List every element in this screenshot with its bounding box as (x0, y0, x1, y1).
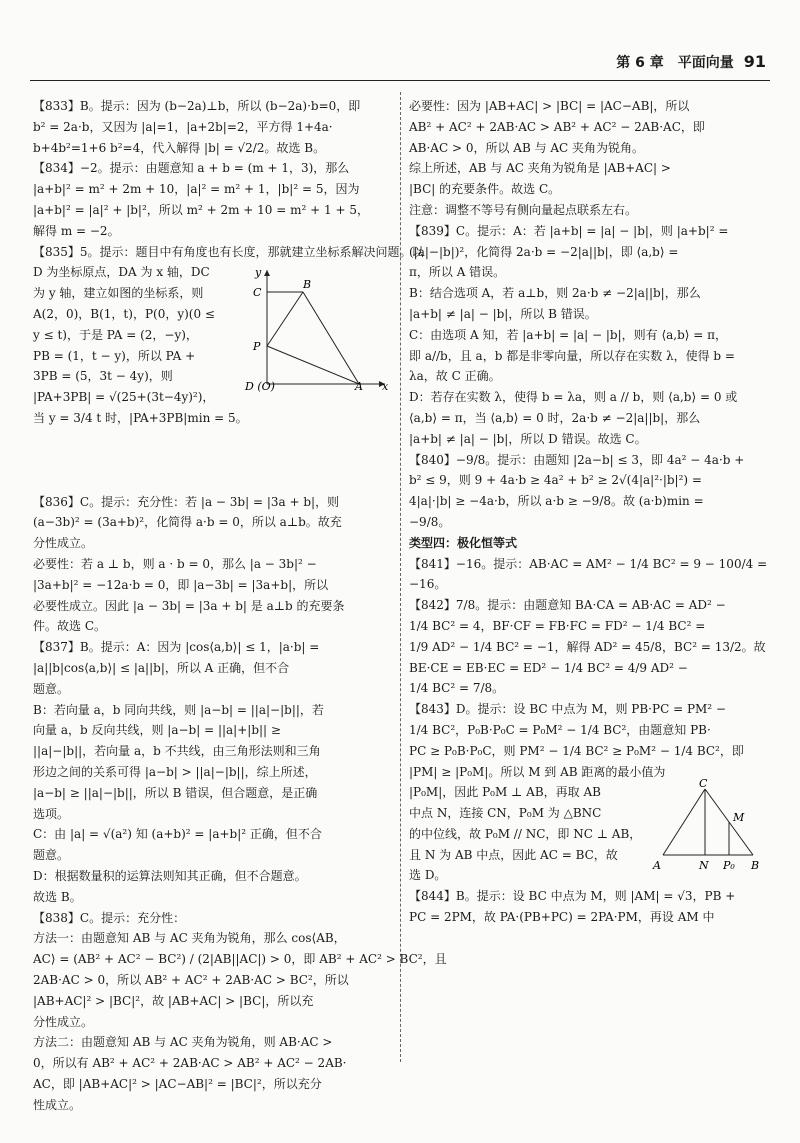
text-line: BE·CE = EB·EC = ED² − 1/4 BC² = 4/9 AD² − (409, 660, 688, 675)
text-line: 【843】D。提示：设 BC 中点为 M，则 PB·PC = PM² − (409, 702, 726, 717)
text-line: |a+b|² = m² + 2m + 10，|a|² = m² + 1，|b|² = 5，因为 (33, 182, 360, 197)
text-line: 3PB = (5，3t − 4y)，则 (33, 369, 173, 384)
problem-838-continued (409, 96, 767, 221)
triangle-figure-svg (653, 777, 765, 873)
text-line: 【840】−9/8。提示：由题知 |2a−b| ≤ 3，即 4a² − 4a·b + (409, 452, 745, 467)
text-line: 注意：调整不等号有侧向量起点联系左右。 (409, 202, 638, 217)
text-line: −9/8。 (409, 514, 451, 529)
label-p: P (253, 339, 261, 353)
text-line: 【841】−16。提示：AB·AC = AM² − 1/4 BC² = 9 − 100/4 = (409, 556, 768, 571)
problem-837 (33, 637, 391, 907)
problem-839 (409, 221, 767, 450)
text-line: D：根据数量积的运算法则知其正确，但不合题意。 (33, 868, 307, 883)
segment-ba (303, 292, 359, 384)
text-line: π，所以 A 错误。 (409, 265, 506, 280)
text-line: C：由 |a| = √(a²) 知 (a+b)² = |a+b|² 正确，但不合 (33, 827, 322, 842)
text-line: 综上所述，AB 与 AC 夹角为锐角是 |AB+AC| > (409, 161, 671, 176)
text-line: D：若存在实数 λ，使得 b = λa，则 a // b，则 ⟨a,b⟩ = 0 或 (409, 390, 738, 405)
text-line: 且 N 为 AB 中点，因此 AC = BC，故 (409, 847, 618, 862)
text-line: 【835】5。提示：题目中有角度也有长度，那就建立坐标系解决问题。以 (33, 244, 424, 259)
label-n: N (699, 859, 709, 873)
text-line: b+4b²=1+6 b²=4，代入解得 |b| = √2/2。故选 B。 (33, 140, 326, 155)
text-line: 4|a|·|b| ≥ −4a·b，所以 a·b ≥ −9/8。故 (a·b)min = (409, 494, 704, 509)
text-line: y ≤ t)，于是 PA = (2，−y)， (33, 327, 198, 342)
problem-841 (409, 554, 767, 596)
right-column (409, 96, 767, 928)
text-line: |BC| 的充要条件。故选 C。 (409, 182, 561, 197)
text-line: 1/4 BC² = 7/8。 (409, 681, 505, 696)
text-line: A(2，0)，B(1，t)，P(0，y)(0 ≤ (33, 306, 215, 321)
text-line: 件。故选 C。 (33, 619, 106, 634)
problem-840 (409, 450, 767, 533)
text-line: 方法二：由题意知 AB 与 AC 夹角为锐角，则 AB·AC > (33, 1035, 333, 1050)
label-b: B (751, 859, 760, 873)
text-line: |3a+b|² = −12a·b = 0，即 |a−3b| = |3a+b|，所以 (33, 577, 329, 592)
text-line: (a−3b)² = (3a+b)²，化简得 a·b = 0，所以 a⊥b。故充 (33, 515, 342, 530)
text-line: |PM| ≥ |P₀M|。所以 M 到 AB 距离的最小值为 (409, 764, 666, 779)
text-line: 题意。 (33, 848, 70, 863)
text-line: 选项。 (33, 806, 70, 821)
label-x: x (382, 379, 389, 393)
text-line: 性成立。 (33, 1097, 82, 1112)
text-line: λa，故 C 正确。 (409, 369, 501, 384)
text-line: AC，即 |AB+AC|² > |AC−AB|² = |BC|²，所以充分 (33, 1076, 322, 1091)
text-line: 1/9 AD² − 1/4 BC² = −1，解得 AD² = 45/8，BC² = 13/2。故 (409, 639, 766, 654)
column-divider (400, 92, 401, 1062)
text-line: 即 a//b，且 a，b 都是非零向量，所以存在实数 λ，使得 b = (409, 348, 735, 363)
text-line: 【837】B。提示：A：因为 |cos⟨a,b⟩| ≤ 1，|a·b| = (33, 640, 320, 655)
segment-pa (267, 346, 359, 384)
text-line: |AB+AC|² > |BC|²，故 |AB+AC| > |BC|，所以充 (33, 993, 314, 1008)
text-line: C：由选项 A 知，若 |a+b| = |a| − |b|，则有 ⟨a,b⟩ = π， (409, 327, 728, 342)
text-line: PB = (1，t − y)，所以 PA + (33, 348, 196, 363)
text-line: |P₀M|，因此 P₀M ⊥ AB，再取 AB (409, 785, 601, 800)
text-line: 故选 B。 (33, 889, 82, 904)
text-line: 【834】−2。提示：由题意知 a + b = (m + 1，3)，那么 (33, 161, 350, 176)
label-a: A (355, 379, 363, 393)
text-line: 形边之间的关系可得 |a−b| > ||a|−|b||，综上所述， (33, 764, 317, 779)
triangle-figure (653, 777, 765, 880)
label-p0: P₀ (723, 859, 735, 873)
label-b: B (303, 277, 312, 291)
text-line: −16。 (409, 577, 447, 592)
text-line: b² ≤ 9，则 9 + 4a·b ≥ 4a² + b² ≥ 2√(4|a|²·|b|²) = (409, 473, 702, 488)
text-line: 【839】C。提示：A：若 |a+b| = |a| − |b|，则 |a+b|² = (409, 223, 729, 238)
text-line: (|a|−|b|)²，化简得 2a·b = −2|a||b|，即 ⟨a,b⟩ = (409, 244, 679, 259)
text-line: |a−b| ≥ ||a|−|b||，所以 B 错误，但合题意，是正确 (33, 785, 318, 800)
text-line: 0，所以有 AB² + AC² + 2AB·AC > AB² + AC² − 2AB· (33, 1056, 347, 1071)
text-line: |PA+3PB| = √(25+(3t−4y)²)， (33, 390, 215, 405)
label-y: y (255, 265, 262, 279)
text-line: PC = 2PM，故 PA·(PB+PC) = 2PA·PM，再设 AM 中 (409, 910, 715, 925)
text-line: 【844】B。提示：设 BC 中点为 M，则 |AM| = √3，PB + (409, 889, 736, 904)
text-line: |a+b| ≠ |a| − |b|，所以 D 错误。故选 C。 (409, 431, 647, 446)
y-axis-arrow (264, 270, 270, 276)
text-line: b² = 2a·b，又因为 |a|=1，|a+2b|=2，平方得 1+4a· (33, 119, 333, 134)
header-rule (30, 80, 770, 81)
label-m: M (733, 811, 745, 825)
text-line: AC⟩ = (AB² + AC² − BC²) / (2|AB||AC|) > 0，即 AB² + AC² > BC²，且 (33, 952, 447, 967)
text-line: ||a|−|b||，若向量 a，b 不共线，由三角形法则和三角 (33, 744, 321, 759)
text-line: |a||b|cos⟨a,b⟩| ≤ |a||b|，所以 A 正确，但不合 (33, 660, 290, 675)
text-line: 为 y 轴，建立如图的坐标系，则 (33, 286, 204, 301)
text-line: 选 D。 (409, 868, 447, 883)
text-line: 分性成立。 (33, 1014, 94, 1029)
label-c: C (253, 285, 262, 299)
label-a: A (653, 859, 661, 873)
text-line: D 为坐标原点，DA 为 x 轴，DC (33, 265, 210, 280)
text-line: 2AB·AC > 0，所以 AB² + AC² + 2AB·AC > BC²，所以 (33, 972, 349, 987)
problem-838 (33, 908, 447, 1116)
text-line: 方法一：由题意知 AB 与 AC 夹角为锐角，那么 cos⟨AB， (33, 931, 346, 946)
text-line: 【842】7/8。提示：由题意知 BA·CA = AB·AC = AD² − (409, 598, 726, 613)
text-line: 1/4 BC²，P₀B·P₀C = P₀M² − 1/4 BC²，由题意知 PB· (409, 722, 711, 737)
problem-844 (409, 886, 767, 928)
text-line: 向量 a，b 反向共线，则 |a−b| = ||a|+|b|| ≥ (33, 723, 281, 738)
text-line: 必要性：因为 |AB+AC| > |BC| = |AC−AB|，所以 (409, 99, 690, 113)
section-title: 类型四：极化恒等式 (409, 535, 518, 550)
coordinate-figure-svg (245, 264, 391, 392)
text-line: 当 y = 3/4 t 时，|PA+3PB|min = 5。 (33, 410, 248, 425)
coordinate-figure (245, 264, 391, 399)
problem-833 (33, 96, 391, 158)
text-line: |a+b|² = |a|² + |b|²，所以 m² + 2m + 10 = m² + 1 + 5， (33, 202, 369, 217)
text-line: 1/4 BC² = 4，BF·CF = FB·FC = FD² − 1/4 BC² = (409, 618, 706, 633)
page-number: 91 (743, 52, 766, 71)
segment-pb (267, 292, 303, 346)
text-line: 的中位线，故 P₀M // NC，即 NC ⊥ AB， (409, 826, 642, 841)
text-line: 题意。 (33, 681, 70, 696)
text-line: B：若向量 a，b 同向共线，则 |a−b| = ||a|−|b||，若 (33, 702, 324, 717)
side-ac (663, 789, 705, 855)
text-line: 分性成立。 (33, 536, 94, 551)
text-line: PC ≥ P₀B·P₀C，则 PM² − 1/4 BC² ≥ P₀M² − 1/4 BC²，即 (409, 743, 744, 758)
problem-843 (409, 699, 767, 886)
text-line: 【838】C。提示：充分性： (33, 910, 186, 925)
problem-836 (33, 492, 391, 638)
label-d-origin: D (O) (245, 379, 275, 393)
problem-835 (33, 242, 424, 492)
text-line: 中点 N，连接 CN，P₀M 为 △BNC (409, 806, 602, 821)
page-header (0, 52, 800, 76)
label-c: C (699, 777, 708, 791)
text-line: 解得 m = −2。 (33, 223, 120, 238)
text-line: B：结合选项 A，若 a⊥b，则 2a·b ≠ −2|a||b|，那么 (409, 286, 701, 301)
problem-842 (409, 595, 767, 699)
text-line: ⟨a,b⟩ = π，当 ⟨a,b⟩ = 0 时，2a·b ≠ −2|a||b|，那么 (409, 410, 701, 425)
text-line: AB² + AC² + 2AB·AC > AB² + AC² − 2AB·AC，即 (409, 119, 705, 134)
text-line: 必要性成立。因此 |a − 3b| = |3a + b| 是 a⊥b 的充要条 (33, 598, 345, 613)
problem-834 (33, 158, 391, 241)
text-line: 【836】C。提示：充分性：若 |a − 3b| = |3a + b|，则 (33, 494, 340, 509)
text-line: |a+b| ≠ |a| − |b|，所以 B 错误。 (409, 306, 597, 321)
chapter-title: 第 6 章 平面向量 (616, 55, 734, 71)
text-line: 【833】B。提示：因为 (b−2a)⊥b，所以 (b−2a)·b=0，即 (33, 99, 361, 113)
text-line: AB·AC > 0，所以 AB 与 AC 夹角为锐角。 (409, 140, 645, 155)
text-line: 必要性：若 a ⊥ b，则 a · b = 0，那么 |a − 3b|² − (33, 556, 317, 571)
